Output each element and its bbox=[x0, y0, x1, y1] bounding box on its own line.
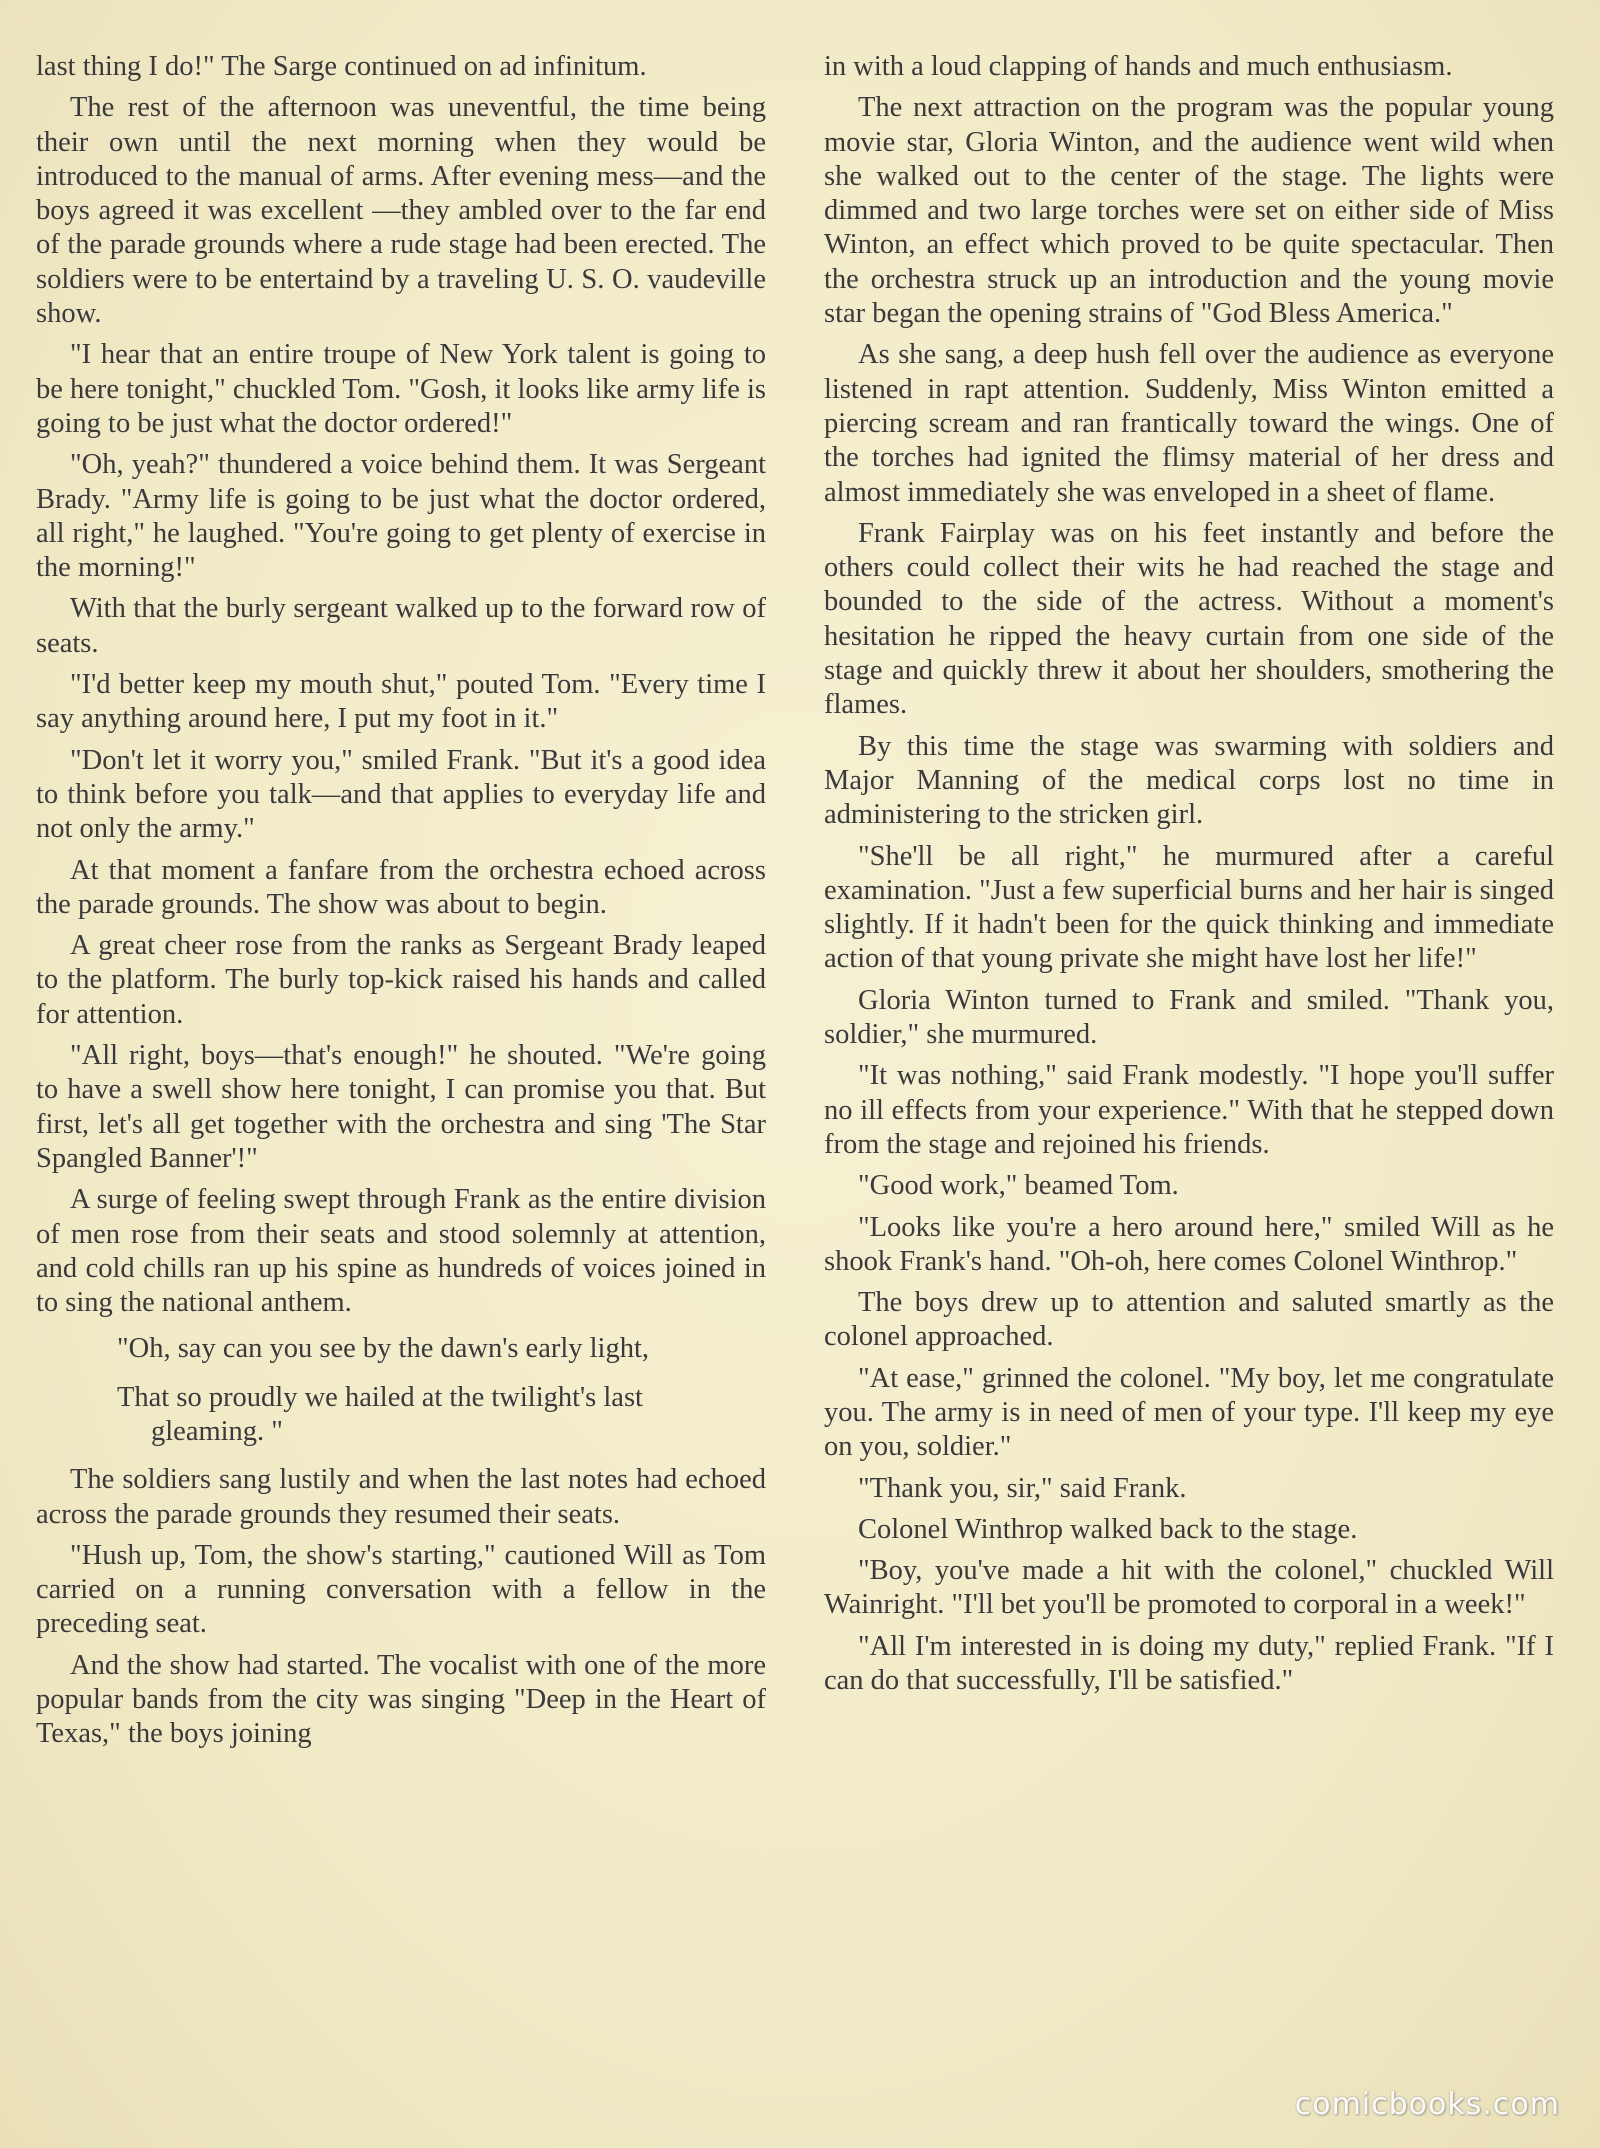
paragraph: "Good work," beamed Tom. bbox=[858, 1170, 1179, 1202]
paragraph: "Thank you, sir," said Frank. bbox=[858, 1472, 1187, 1504]
paragraph: "Looks like you're a hero around here," smiled Will as he shook Frank's hand. "Oh-oh, here comes Colonel Winthrop." bbox=[824, 1211, 1554, 1277]
paragraph: "I'd better keep my mouth shut," pouted Tom. "Every time I say anything around here, I put my foot in it." bbox=[36, 669, 766, 735]
paragraph: "Boy, you've made a hit with the colonel," chuckled Will Wainright. "I'll bet you'll be promoted to corporal in a week!" bbox=[824, 1555, 1554, 1621]
paragraph: At that moment a fanfare from the orchestra echoed across the parade grounds. The show was about to begin. bbox=[36, 854, 766, 920]
paragraph: "She'll be all right," he murmured after a careful examination. "Just a few superficial burns and her hair is singed slightly. If it hadn't been for the quick thinking and immediate action of that young private she might have lost her life!" bbox=[824, 840, 1554, 975]
paragraph: Frank Fairplay was on his feet instantly and before the others could collect their wits he had reached the stage and bounded to the side of the actress. Without a moment's hesitation he ripped the heavy curtain from one side of the stage and quickly threw it about her shoulders, smothering the flames. bbox=[824, 517, 1554, 721]
paragraph: By this time the stage was swarming with soldiers and Major Manning of the medical corps lost no time in administering to the stricken girl. bbox=[824, 730, 1554, 831]
paragraph: The rest of the afternoon was uneventful, the time being their own until the next morning when they would be introduced to the manual of arms. After evening mess—and the boys agreed it was excellent —they ambled over to the far end of the parade grounds where a rude stage had been erected. The soldiers were to be entertaind by a traveling U. S. O. vaudeville show. bbox=[36, 92, 766, 330]
paragraph: "Oh, yeah?" thundered a voice behind them. It was Sergeant Brady. "Army life is going to be just what the doctor ordered, all right," he laughed. "You're going to get plenty of exercise in the morning!" bbox=[36, 449, 766, 584]
anthem-verse-line: "Oh, say can you see by the dawn's early light, bbox=[117, 1333, 650, 1365]
paragraph: "All right, boys—that's enough!" he shouted. "We're going to have a swell show here tonight, I can promise you that. But first, let's all get together with the orchestra and sing 'The Star Spangled Banner'!" bbox=[36, 1040, 766, 1174]
paragraph: As she sang, a deep hush fell over the audience as everyone listened in rapt attention. Suddenly, Miss Winton emitted a piercing scream and ran frantically toward the wings. One of the torches had ignited the flimsy material of her dress and almost immediately she was enveloped in a sheet of flame. bbox=[824, 339, 1554, 508]
paragraph: in with a loud clapping of hands and much enthusiasm. bbox=[824, 51, 1453, 82]
paragraph: "It was nothing," said Frank modestly. "I hope you'll suffer no ill effects from your experience." With that he stepped down from the stage and rejoined his friends. bbox=[824, 1060, 1554, 1160]
left-column bbox=[36, 50, 766, 1759]
paragraph: "I hear that an entire troupe of New York talent is going to be here tonight," chuckled Tom. "Gosh, it looks like army life is going to be just what the doctor ordered!" bbox=[36, 339, 766, 439]
paragraph: "At ease," grinned the colonel. "My boy, let me congratulate you. The army is in need of men of your type. I'll keep my eye on you, soldier." bbox=[824, 1362, 1554, 1463]
right-column bbox=[824, 50, 1554, 1705]
paragraph: "Don't let it worry you," smiled Frank. "But it's a good idea to think before you talk—and that applies to everyday life and not only the army." bbox=[36, 744, 766, 845]
paragraph: A surge of feeling swept through Frank as the entire division of men rose from their seats and stood solemnly at attention, and cold chills ran up his spine as hundreds of voices joined in to sing the national anthem. bbox=[36, 1184, 766, 1319]
paragraph: last thing I do!" The Sarge continued on ad infinitum. bbox=[36, 51, 647, 82]
paragraph: A great cheer rose from the ranks as Sergeant Brady leaped to the platform. The burly top-kick raised his hands and called for attention. bbox=[36, 930, 766, 1030]
paragraph: With that the burly sergeant walked up to the forward row of seats. bbox=[36, 593, 766, 659]
paragraph: The boys drew up to attention and saluted smartly as the colonel approached. bbox=[824, 1287, 1554, 1353]
site-watermark: comicbooks.com bbox=[1294, 2087, 1560, 2122]
paragraph: Gloria Winton turned to Frank and smiled. "Thank you, soldier," she murmured. bbox=[824, 984, 1554, 1051]
paragraph: Colonel Winthrop walked back to the stage. bbox=[858, 1513, 1358, 1545]
paragraph: "All I'm interested in is doing my duty," replied Frank. "If I can do that successfully, I'll be satisfied." bbox=[824, 1630, 1554, 1697]
paragraph: And the show had started. The vocalist with one of the more popular bands from the city was singing "Deep in the Heart of Texas," the boys joining bbox=[36, 1649, 766, 1750]
paragraph: The next attraction on the program was the popular young movie star, Gloria Winton, and the audience went wild when she walked out to the center of the stage. The lights were dimmed and two large torches were set on either side of Miss Winton, an effect which proved to be quite spectacular. Then the orchestra struck up an introduction and the young movie star began the opening strains of "God Bless America." bbox=[824, 92, 1554, 330]
paragraph: The soldiers sang lustily and when the last notes had echoed across the parade grounds they resumed their seats. bbox=[36, 1464, 766, 1530]
anthem-verse-line: That so proudly we hailed at the twilight's last gleaming. " bbox=[117, 1381, 643, 1447]
paragraph: "Hush up, Tom, the show's starting," cautioned Will as Tom carried on a running conversation with a fellow in the preceding seat. bbox=[36, 1539, 766, 1640]
